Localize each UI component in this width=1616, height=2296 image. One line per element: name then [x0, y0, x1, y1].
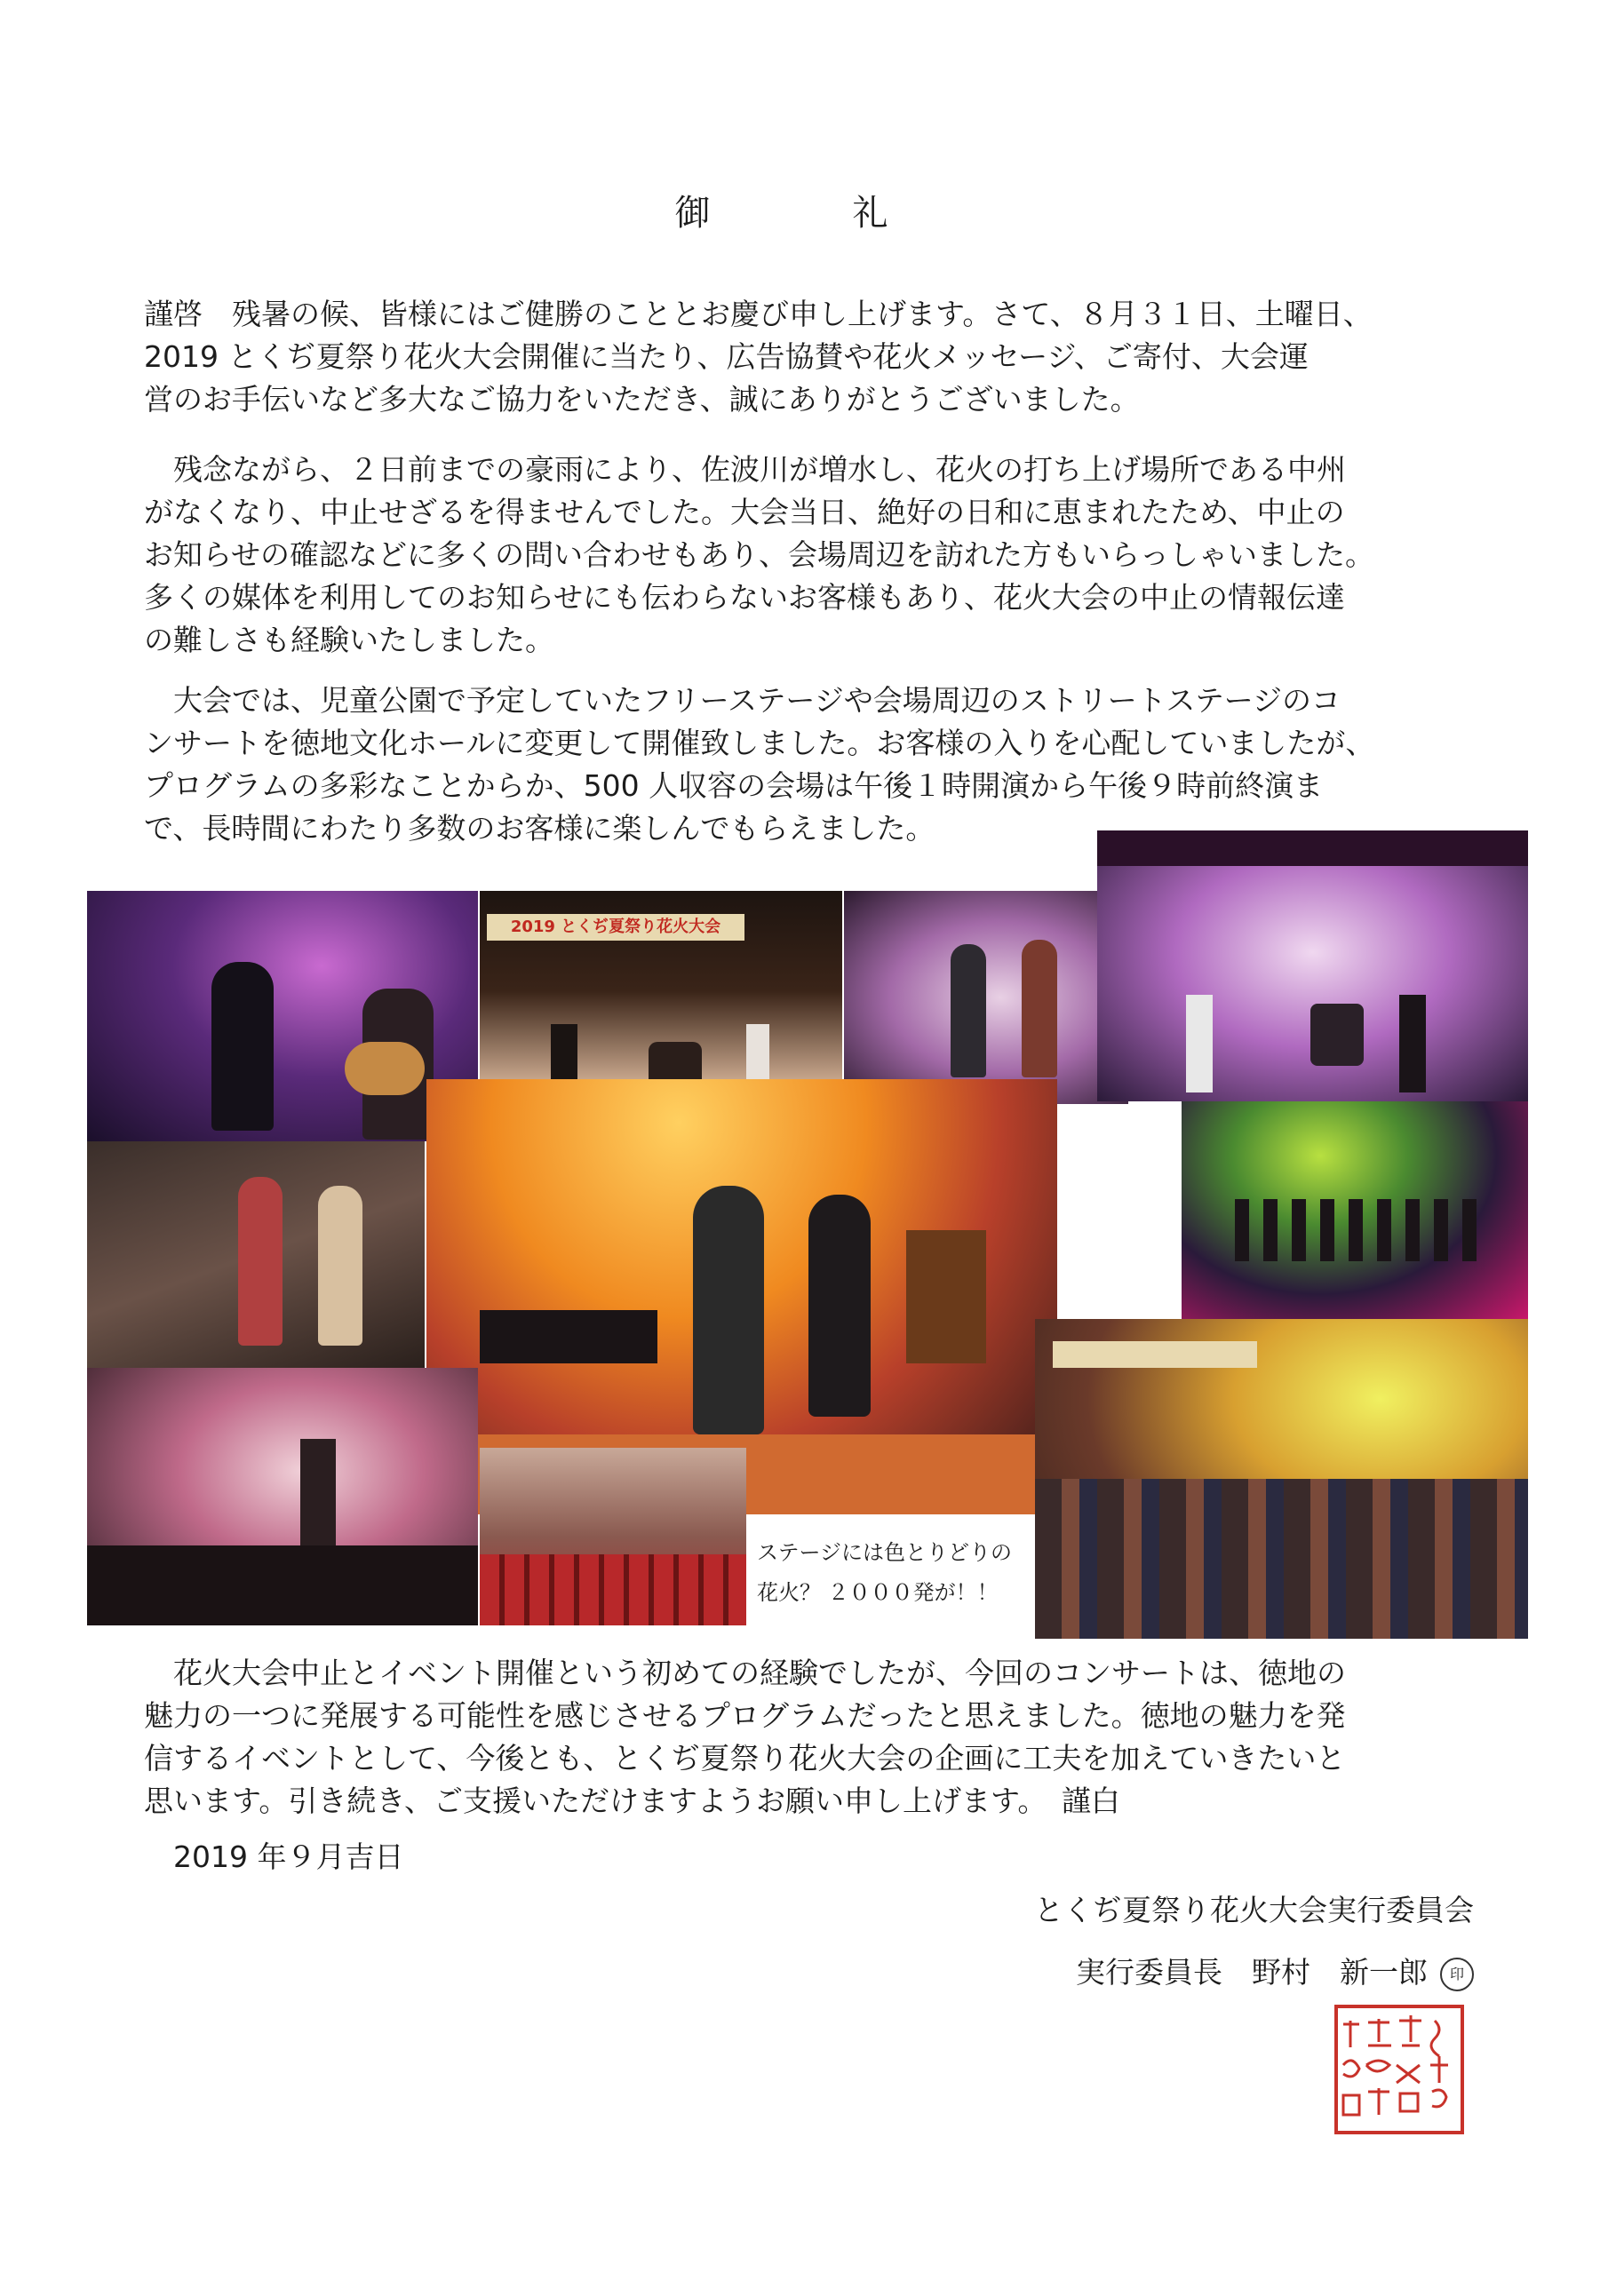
- page-title: 御 礼: [674, 193, 942, 234]
- paragraph-cancellation: [144, 449, 1494, 662]
- stage-banner: 2019 とくぢ夏祭り花火大会: [487, 914, 744, 941]
- text-line: がなくなり、中止せざるを得ませんでした。大会当日、絶好の日和に恵まれたため、中止の: [144, 495, 1345, 529]
- text-line: 花火大会中止とイベント開催という初めての経験でしたが、今回のコンサートは、徳地の: [144, 1656, 1346, 1690]
- chair-name: 実行委員長 野村 新一郎: [1076, 1955, 1428, 1990]
- photo-finale: [1035, 1319, 1528, 1639]
- chair-signature: [1076, 1950, 1474, 1991]
- photo-audience-dancer: [87, 1141, 425, 1368]
- photo-audience-seats: [480, 1448, 746, 1625]
- text-line: ンサートを徳地文化ホールに変更して開催致しました。お客様の入りを心配していましたが、: [144, 726, 1375, 760]
- caption-line: 花火？ ２０００発が！！: [757, 1580, 999, 1605]
- paragraph-closing: [144, 1652, 1494, 1823]
- photo-dance-group: [1182, 1101, 1528, 1319]
- text-line: 魅力の一つに発展する可能性を感じさせるプログラムだったと思えました。徳地の魅力を発: [144, 1698, 1346, 1733]
- text-line: お知らせの確認などに多くの問い合わせもあり、会場周辺を訪れた方もいらっしゃいました。: [144, 537, 1375, 572]
- small-seal-icon: 印: [1440, 1958, 1474, 1991]
- text-line: の難しさも経験いたしました。: [144, 623, 554, 657]
- photo-singer-guitarist: [87, 891, 478, 1141]
- text-line: 信するイベントとして、今後とも、とくぢ夏祭り花火大会の企画に工夫を加えていきたいと: [144, 1741, 1346, 1776]
- text-line: 多くの媒体を利用してのお知らせにも伝わらないお客様もあり、花火大会の中止の情報伝達: [144, 580, 1346, 615]
- text-line: 大会では、児童公園で予定していたフリーステージや会場周辺のストリートステージのコ: [144, 683, 1341, 718]
- caption-line: ステージには色とりどりの: [757, 1540, 1013, 1565]
- text-line: 残念ながら、２日前までの豪雨により、佐波川が増水し、花火の打ち上げ場所である中州: [144, 452, 1346, 487]
- date: 2019 年９月吉日: [173, 1839, 404, 1874]
- text-line: プログラムの多彩なことからか、500 人収容の会場は午後１時開演から午後９時前終演ま: [144, 768, 1324, 803]
- photo-mcs: [844, 891, 1128, 1104]
- photo-rock-band: [1097, 830, 1528, 1101]
- photo-acoustic-set: [87, 1368, 478, 1625]
- text-line: 営のお手伝いなど多大なご協力をいただき、誠にありがとうございました。: [144, 382, 1140, 417]
- text-line: 謹啓 残暑の候、皆様にはご健勝のこととお慶び申し上げます。さて、８月３１日、土曜日、: [144, 297, 1373, 331]
- stamp-seal-icon: [1333, 2003, 1466, 2136]
- photo-caption: [746, 1526, 1032, 1624]
- paragraph-concert: [144, 679, 1494, 850]
- text-line: で、長時間にわたり多数のお客様に楽しんでもらえました。: [144, 811, 935, 846]
- organization-name: とくぢ夏祭り花火大会実行委員会: [1034, 1893, 1474, 1927]
- text-line: 思います。引き続き、ご支援いただけますようお願い申し上げます。 謹白: [144, 1784, 1120, 1818]
- text-line: 2019 とくぢ夏祭り花火大会開催に当たり、広告協賛や花火メッセージ、ご寄付、大会運: [144, 339, 1309, 374]
- paragraph-greeting: [144, 293, 1494, 421]
